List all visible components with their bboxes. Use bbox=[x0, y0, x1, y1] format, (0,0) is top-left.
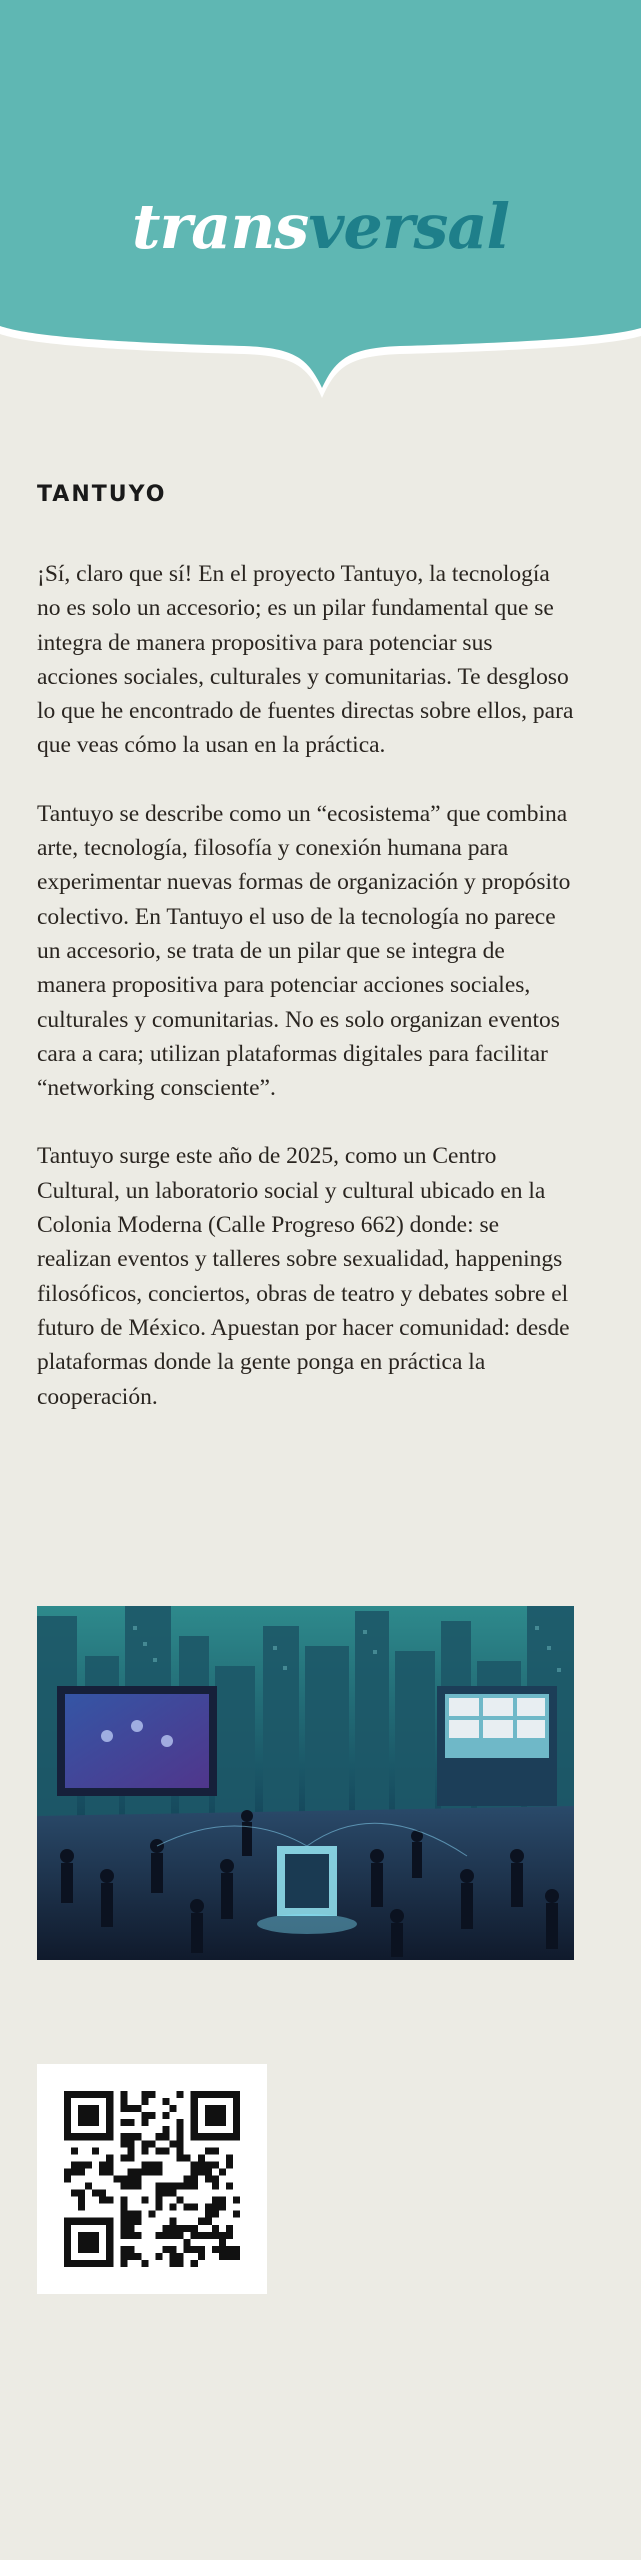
transversal-logo[interactable] bbox=[0, 190, 641, 263]
qr-code[interactable] bbox=[37, 2064, 267, 2294]
city-community-illustration bbox=[37, 1606, 574, 1960]
article-paragraph-1: ¡Sí, claro que sí! En el proyecto Tantuyo, la tecnología no es solo un accesorio; es un pilar fundamental que se integra de manera propositiva para potenciar sus acciones sociales, culturales y comunitarias. Te desgloso lo que he encontrado de fuentes directas sobre ellos, para que veas cómo la usan en la práctica. bbox=[37, 561, 574, 759]
header-banner bbox=[0, 0, 641, 410]
logo-part-trans: trans bbox=[131, 190, 309, 263]
illustration-graphic bbox=[37, 1606, 574, 1960]
article-content bbox=[37, 482, 577, 1448]
article-paragraph-3: Tantuyo surge este año de 2025, como un Centro Cultural, un laboratorio social y cultural ubicado en la Colonia Moderna (Calle Progreso 662) donde: se realizan eventos y talleres sobre sexualidad, happenings filosóficos, conciertos, obras de teatro y debates sobre el futuro de México. Apuestan por hacer comunidad: desde plataformas donde la gente ponga en práctica la cooperación. bbox=[37, 1143, 570, 1410]
logo-part-versal: versal bbox=[308, 190, 510, 263]
qr-code-icon bbox=[64, 2091, 240, 2267]
article-paragraph-2: Tantuyo se describe como un “ecosistema” que combina arte, tecnología, filosofía y conexión humana para experimentar nuevas formas de organización y propósito colectivo. En Tantuyo el uso de la tecnología no parece un accesorio, se trata de un pilar que se integra de manera propositiva para potenciar acciones sociales, culturales y comunitarias. No es solo organizan eventos cara a cara; utilizan plataformas digitales para facilitar “networking consciente”. bbox=[37, 800, 571, 1102]
article-title: TANTUYO bbox=[37, 482, 167, 507]
